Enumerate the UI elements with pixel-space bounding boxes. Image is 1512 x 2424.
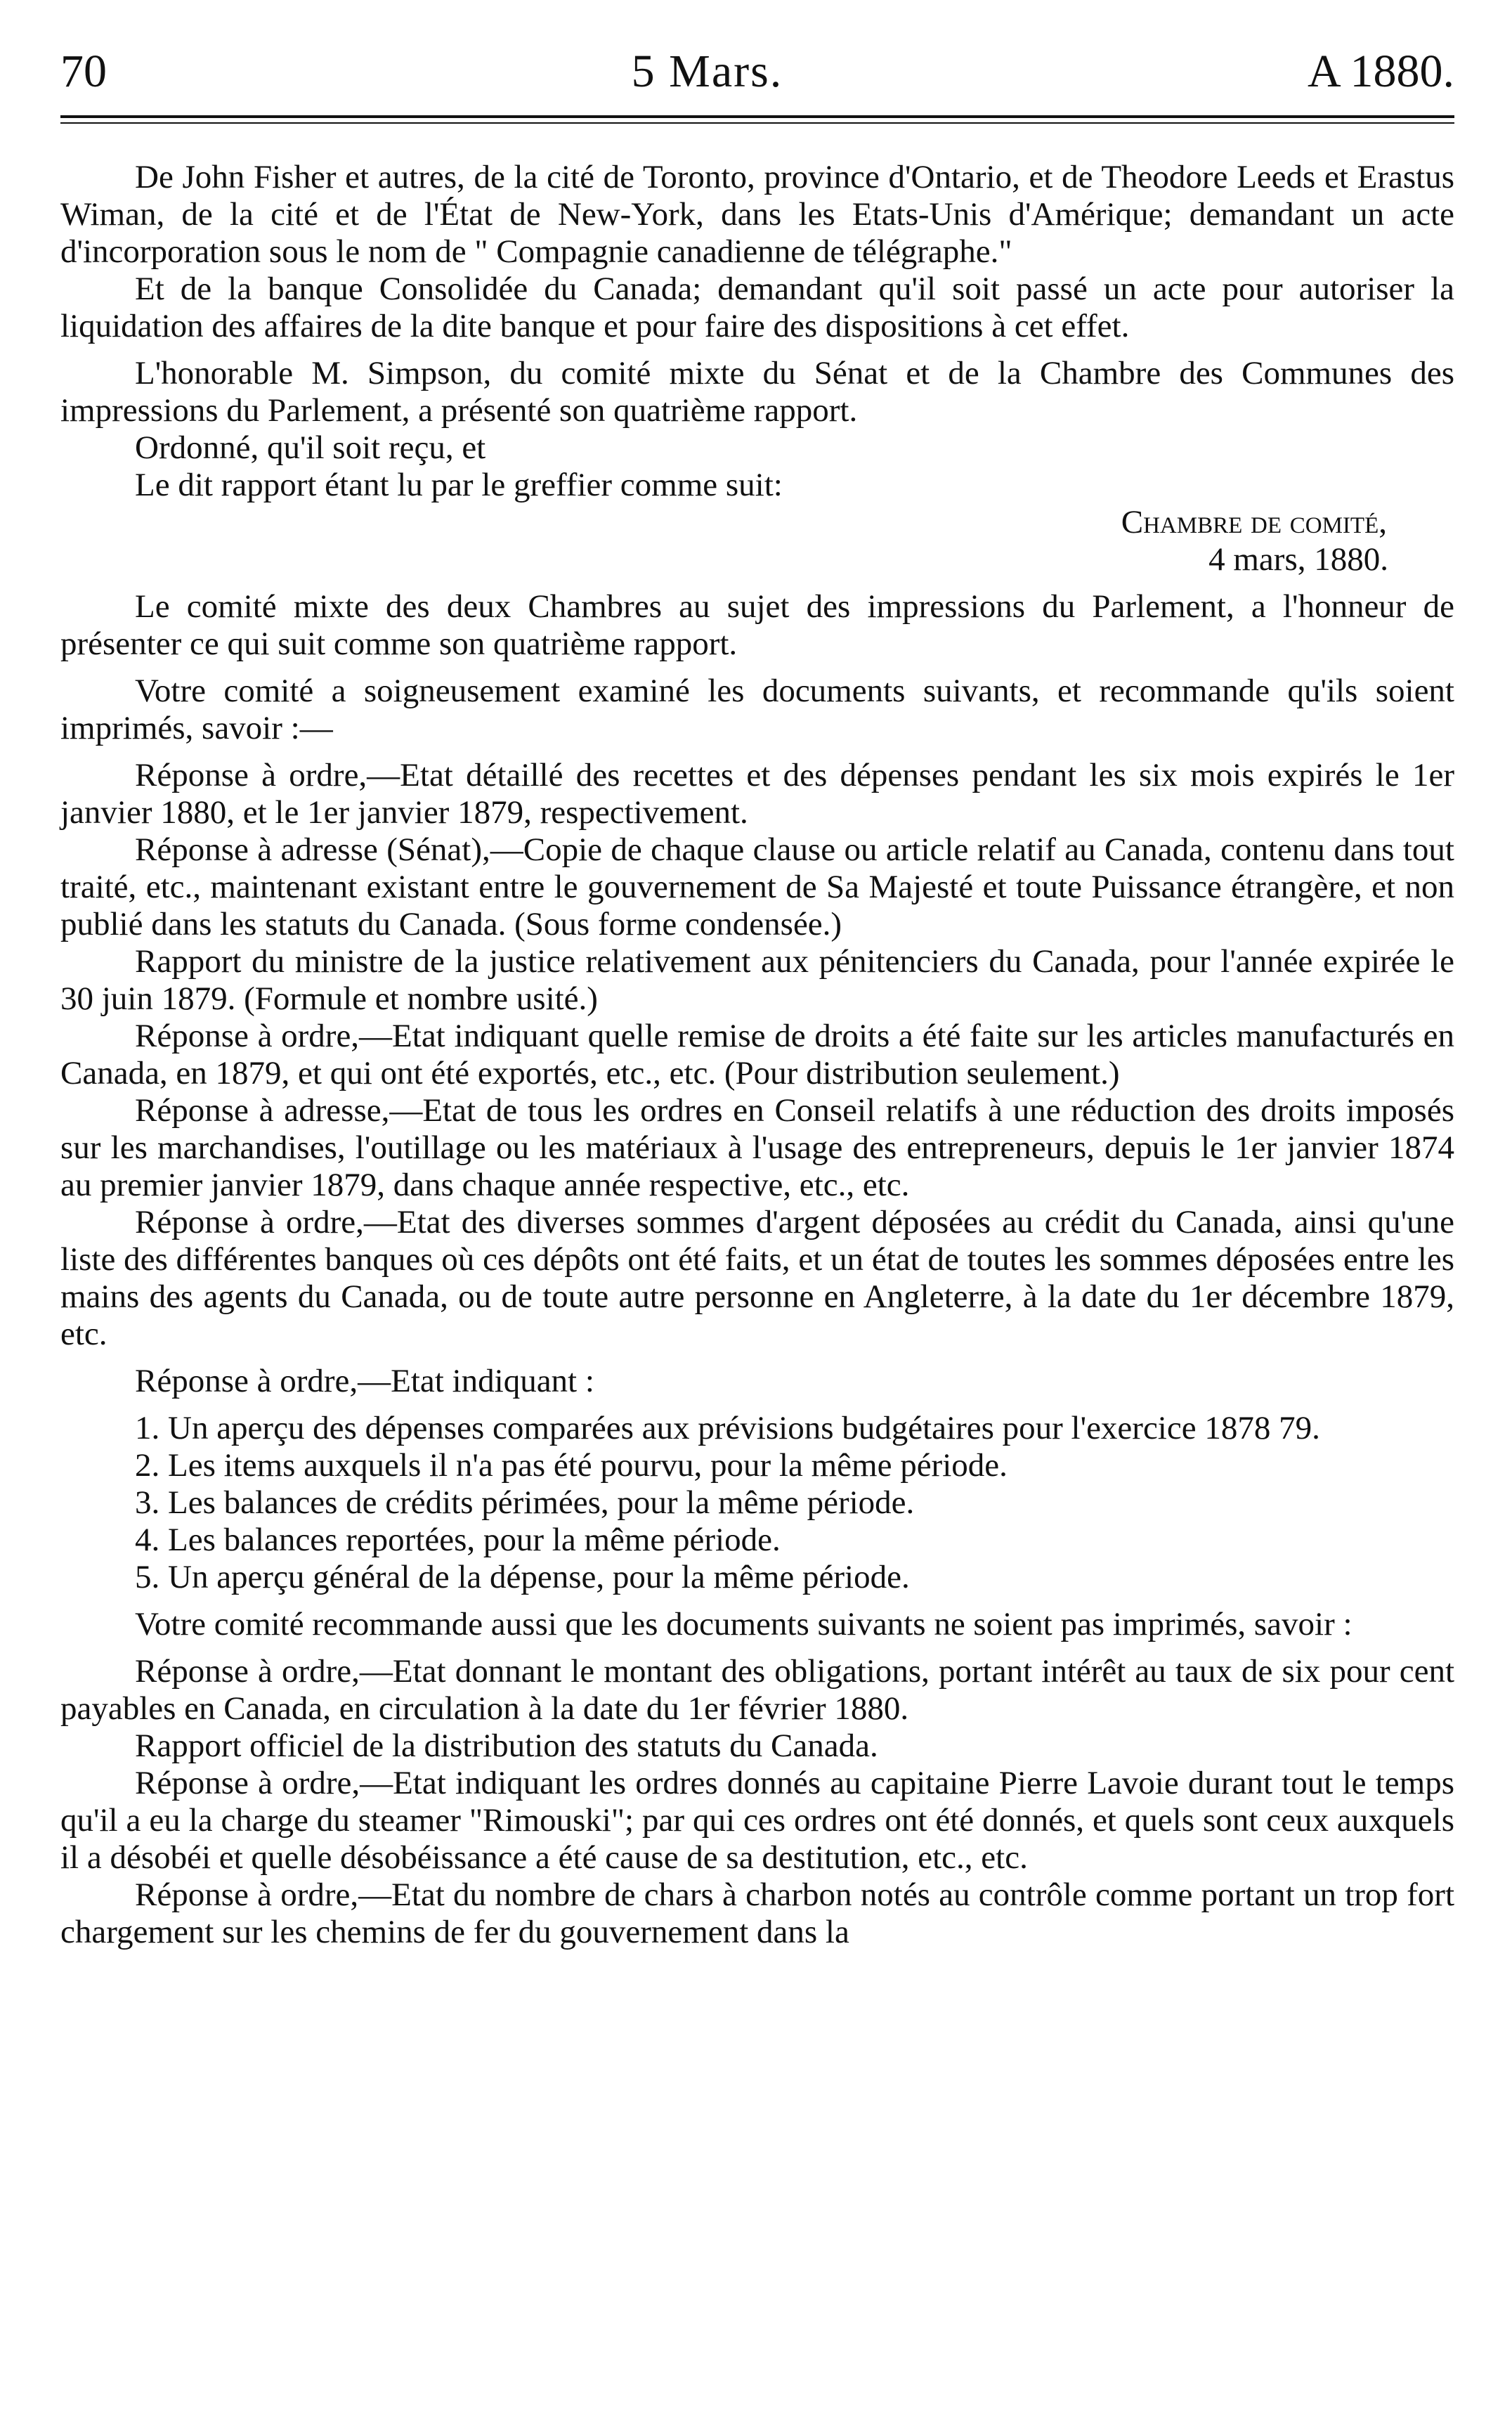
list-item: Réponse à adresse (Sénat),—Copie de chaque clause ou article relatif au Canada, contenu dans tout traité, etc., maintenant existant entre le gouvernement de Sa Majesté et toute Puissance étrangère, et non publié dans les statuts du Canada. (Sous forme condensée.) xyxy=(60,831,1454,942)
page-header xyxy=(60,0,1454,100)
header-rule xyxy=(60,115,1454,124)
header-date: 5 Mars. xyxy=(631,46,783,97)
list-item: Réponse à ordre,—Etat indiquant les ordres donnés au capitaine Pierre Lavoie durant tout le temps qu'il a eu la charge du steamer "Rimouski"; par qui ces ordres ont été donnés, et quels sont ceux auxquels il a désobéi et quelle désobéissance a été cause de sa destitution, etc., etc. xyxy=(60,1765,1454,1876)
numbered-item: 1. Un aperçu des dépenses comparées aux prévisions budgétaires pour l'exercice 1878 79. xyxy=(135,1410,1320,1446)
paragraph: De John Fisher et autres, de la cité de Toronto, province d'Ontario, et de Theodore Leeds et Erastus Wiman, de la cité et de l'État de New-York, dans les Etats-Unis d'Amérique; demandant un acte d'incorporation sous le nom de " Compagnie canadienne de télégraphe." xyxy=(60,159,1454,270)
paragraph: Votre comité a soigneusement examiné les documents suivants, et recommande qu'ils soient imprimés, savoir :— xyxy=(60,673,1454,746)
list-item: Rapport du ministre de la justice relativement aux pénitenciers du Canada, pour l'année expirée le 30 juin 1879. (Formule et nombre usité.) xyxy=(60,943,1454,1017)
paragraph: Ordonné, qu'il soit reçu, et xyxy=(135,429,486,466)
report-date: 4 mars, 1880. xyxy=(1208,541,1388,578)
paragraph: Votre comité recommande aussi que les documents suivants ne soient pas imprimés, savoir : xyxy=(135,1606,1353,1642)
list-item: Réponse à ordre,—Etat indiquant quelle remise de droits a été faite sur les articles manufacturés en Canada, en 1879, et qui ont été exportés, etc., etc. (Pour distribution seulement.) xyxy=(60,1018,1454,1091)
list-item: Rapport officiel de la distribution des statuts du Canada. xyxy=(135,1728,878,1764)
list-item: Réponse à ordre,—Etat donnant le montant des obligations, portant intérêt au taux de six pour cent payables en Canada, en circulation à la date du 1er février 1880. xyxy=(60,1653,1454,1727)
list-item: Réponse à ordre,—Etat du nombre de chars à charbon notés au contrôle comme portant un trop fort chargement sur les chemins de fer du gouvernement dans la xyxy=(60,1877,1454,1950)
paragraph: Le dit rapport étant lu par le greffier comme suit: xyxy=(135,467,783,503)
page-number: 70 xyxy=(60,46,107,97)
list-item: Réponse à ordre,—Etat détaillé des recettes et des dépenses pendant les six mois expirés le 1er janvier 1880, et le 1er janvier 1879, respectivement. xyxy=(60,757,1454,831)
header-year: A 1880. xyxy=(1307,46,1454,97)
list-item: Réponse à ordre,—Etat des diverses sommes d'argent déposées au crédit du Canada, ainsi qu'une liste des différentes banques où ces dépôts ont été faits, et un état de toutes les sommes déposées entre les mains des agents du Canada, ou de toute autre personne en Angleterre, à la date du 1er décembre 1879, etc. xyxy=(60,1204,1454,1352)
numbered-list xyxy=(60,1410,1454,1596)
numbered-item: 5. Un aperçu général de la dépense, pour la même période. xyxy=(135,1559,910,1595)
paragraph: Réponse à ordre,—Etat indiquant : xyxy=(135,1363,594,1399)
numbered-item: 2. Les items auxquels il n'a pas été pourvu, pour la même période. xyxy=(135,1447,1008,1484)
paragraph: L'honorable M. Simpson, du comité mixte du Sénat et de la Chambre des Communes des impressions du Parlement, a présenté son quatrième rapport. xyxy=(60,355,1454,429)
list-item: Réponse à adresse,—Etat de tous les ordres en Conseil relatifs à une réduction des droits imposés sur les marchandises, l'outillage ou les matériaux à l'usage des entrepreneurs, depuis le 1er janvier 1874 au premier janvier 1879, dans chaque année respective, etc., etc. xyxy=(60,1092,1454,1203)
numbered-item: 3. Les balances de crédits périmées, pour la même période. xyxy=(135,1484,915,1521)
page-body xyxy=(60,159,1454,1951)
paragraph: Et de la banque Consolidée du Canada; demandant qu'il soit passé un acte pour autoriser la liquidation des affaires de la dite banque et pour faire des dispositions à cet effet. xyxy=(60,271,1454,344)
paragraph: Le comité mixte des deux Chambres au sujet des impressions du Parlement, a l'honneur de présenter ce qui suit comme son quatrième rapport. xyxy=(60,588,1454,662)
numbered-item: 4. Les balances reportées, pour la même période. xyxy=(135,1522,781,1558)
report-location: Chambre de comité, xyxy=(1121,504,1387,540)
